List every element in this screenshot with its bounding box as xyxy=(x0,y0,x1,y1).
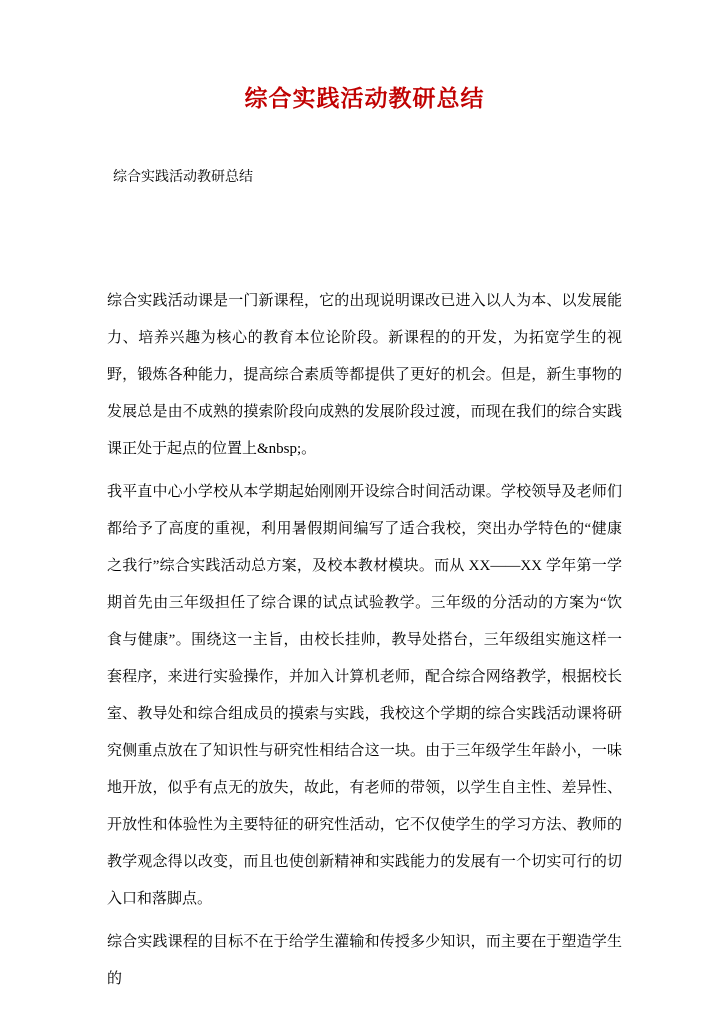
paragraph: 综合实践活动课是一门新课程，它的出现说明课改已进入以人为本、以发展能力、培养兴趣为核心的教育本位论阶段。新课程的的开发，为拓宽学生的视野，锻炼各种能力，提高综合素质等都提供了更好的机会。但是，新生事物的发展总是由不成熟的摸索阶段向成熟的发展阶段过渡，而现在我们的综合实践课正处于起点的位置上&nbsp;。 xyxy=(107,293,622,457)
paragraph: 综合实践课程的目标不在于给学生灌输和传授多少知识，而主要在于塑造学生的 xyxy=(107,934,622,987)
document-subtitle: 综合实践活动教研总结 xyxy=(113,170,253,185)
document-title: 综合实践活动教研总结 xyxy=(244,86,485,111)
paragraph: 我平直中心小学校从本学期起始刚刚开设综合时间活动课。学校领导及老师们都给予了高度的重视，利用暑假期间编写了适合我校，突出办学特色的“健康之我行”综合实践活动总方案，及校本教材模块。而从 XX——XX 学年第一学期首先由三年级担任了综合课的试点试验教学。三年级的分活动的方案为“饮食与健康”。围绕这一主旨，由校长挂帅，教导处搭台，三年级组实施这样一套程序，来进行实验操作，并加入计算机老师，配合综合网络教学，根据校长室、教导处和综合组成员的摸索与实践，我校这个学期的综合实践活动课将研究侧重点放在了知识性与研究性相结合这一块。由于三年级学生年龄小，一味地开放，似乎有点无的放失，故此，有老师的带领，以学生自主性、差异性、开放性和体验性为主要特征的研究性活动，它不仅使学生的学习方法、教师的教学观念得以改变，而且也使创新精神和实践能力的发展有一个切实可行的切入口和落脚点。 xyxy=(107,484,622,907)
document-body xyxy=(107,283,622,998)
